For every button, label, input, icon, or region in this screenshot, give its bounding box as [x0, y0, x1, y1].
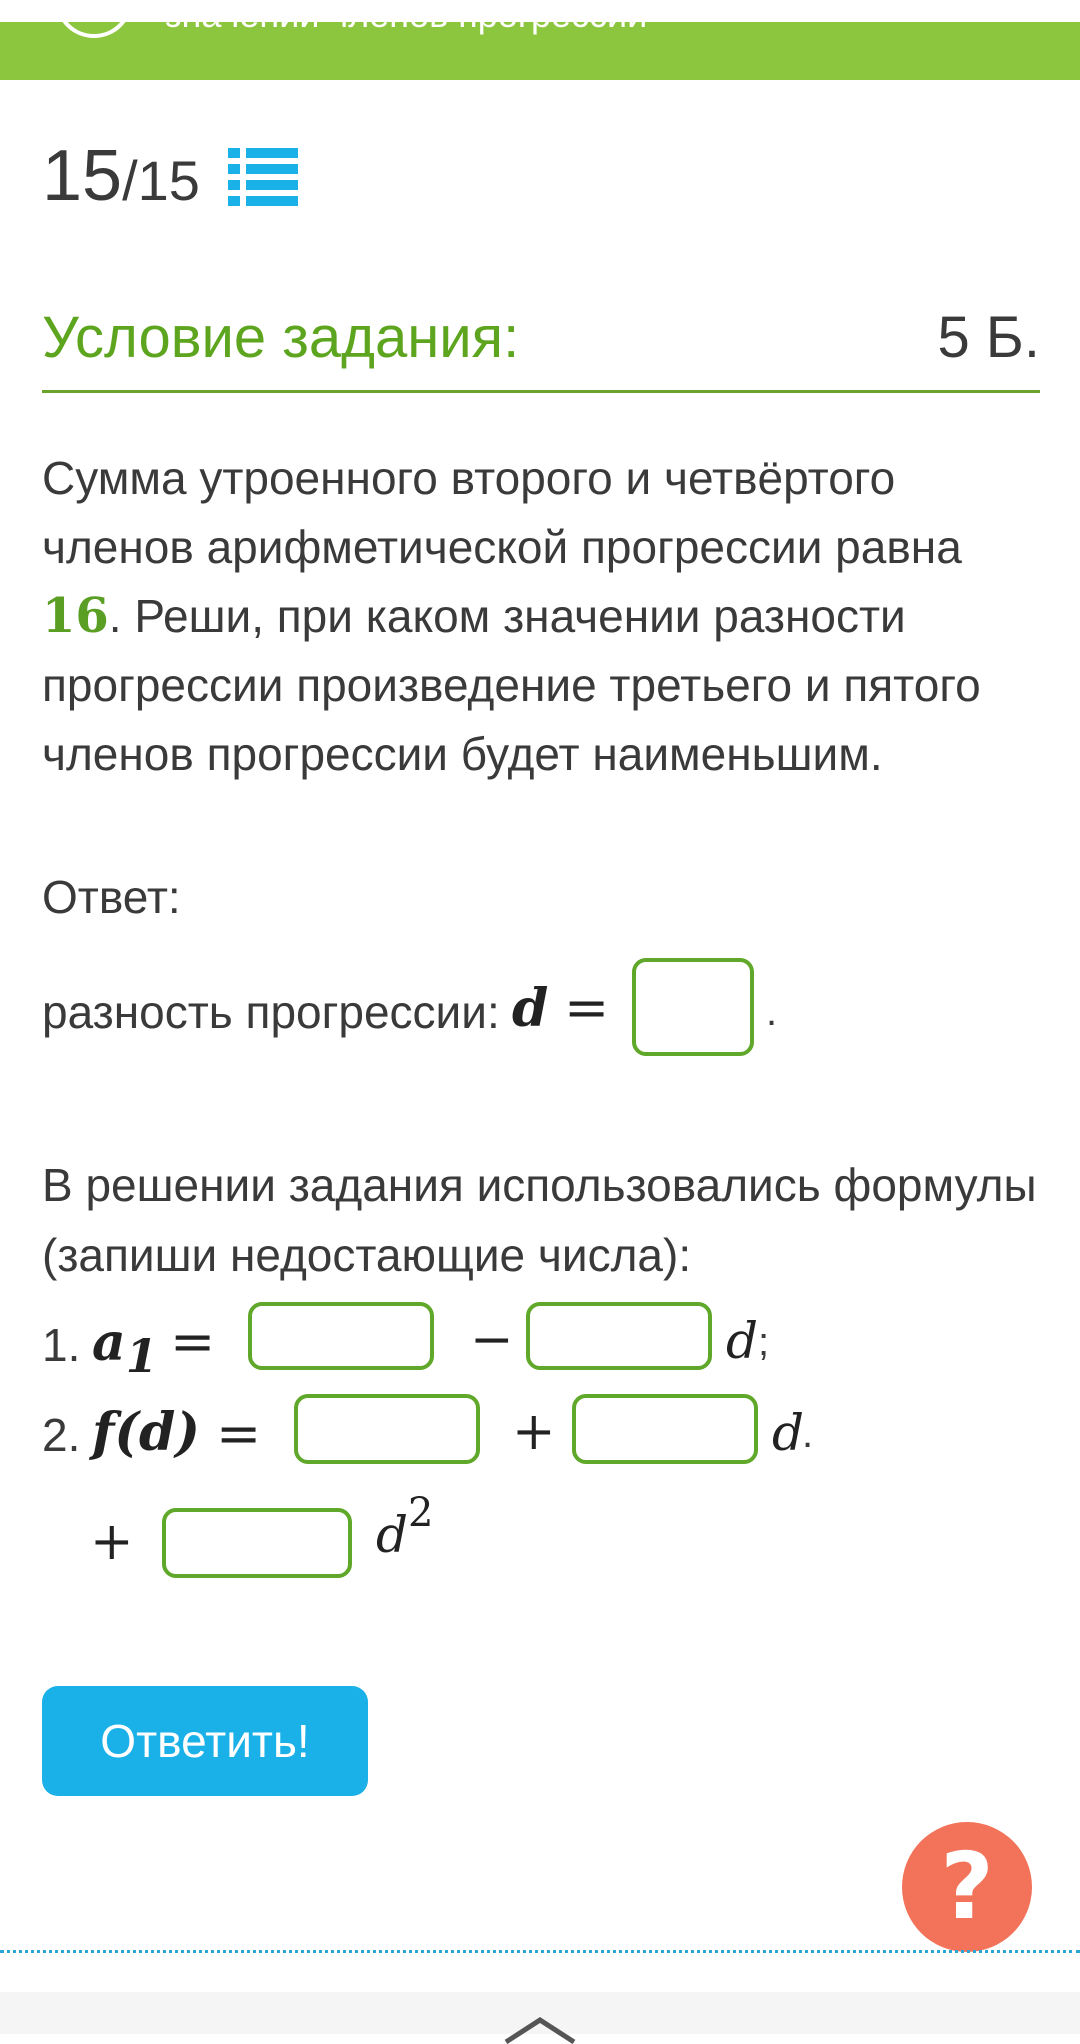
formula2-end: . [802, 1412, 814, 1456]
back-circle-icon[interactable] [55, 0, 133, 38]
problem-part2: . Реши, при каком значении разности прогрессии произведение третьего и пятого членов прогрессии будет наименьшим. [42, 590, 981, 780]
difference-input[interactable] [632, 958, 754, 1056]
formula2-input1[interactable] [294, 1394, 480, 1464]
formula2-equals: = [216, 1402, 262, 1465]
formula2-input2[interactable] [572, 1394, 758, 1464]
formula2-plus2: + [90, 1512, 134, 1572]
formula2-d2-exp: 2 [408, 1490, 434, 1536]
formula1-equals: = [170, 1310, 216, 1373]
task-title: Условие задания: [42, 305, 520, 370]
formula2-plus1: + [512, 1402, 556, 1462]
problem-part1: Сумма утроенного второго и четвёртого членов арифметической прогрессии равна [42, 452, 962, 573]
formulas-intro: В решении задания использовались формулы (запиши недостающие числа): [42, 1159, 1037, 1281]
formula2-d: d [772, 1404, 805, 1462]
formula2-d2-var: d [376, 1506, 409, 1564]
formula1-minus: − [470, 1310, 514, 1370]
difference-d: d [512, 978, 549, 1039]
formula1-input2[interactable] [526, 1302, 712, 1370]
formula2-lhs: f(d) [92, 1402, 200, 1463]
question-icon[interactable]: ? [902, 1822, 1032, 1952]
formula1-lhs [92, 1312, 158, 1383]
counter-current: 15 [42, 136, 123, 216]
formula2-input3[interactable] [162, 1508, 352, 1578]
formula1-d: d [726, 1312, 759, 1370]
formula2-d-squared [376, 1490, 434, 1564]
formula2-index: 2. [42, 1409, 81, 1461]
formula1-end: ; [758, 1320, 770, 1364]
task-points: 5 Б. [937, 305, 1040, 370]
counter-total: /15 [122, 149, 200, 212]
list-icon[interactable] [228, 146, 298, 208]
formula1-input1[interactable] [248, 1302, 434, 1370]
answer-label: Ответ: [42, 871, 181, 923]
chevron-up-icon[interactable] [502, 2014, 578, 2044]
problem-text [42, 444, 1042, 789]
divider [0, 1950, 1080, 1953]
problem-number: 16 [42, 588, 109, 644]
lesson-title: значений членов прогрессии [165, 0, 648, 35]
formula1-sub: 1 [125, 1329, 158, 1383]
difference-end: . [766, 990, 778, 1034]
task-header [42, 300, 1040, 393]
top-bar [0, 0, 1080, 80]
submit-button[interactable]: Ответить! [42, 1686, 368, 1796]
difference-label: разность прогрессии: [42, 986, 500, 1038]
question-counter [42, 136, 200, 217]
difference-equals: = [564, 976, 610, 1039]
formula1-var: a [92, 1312, 126, 1373]
formula1-index: 1. [42, 1319, 81, 1371]
